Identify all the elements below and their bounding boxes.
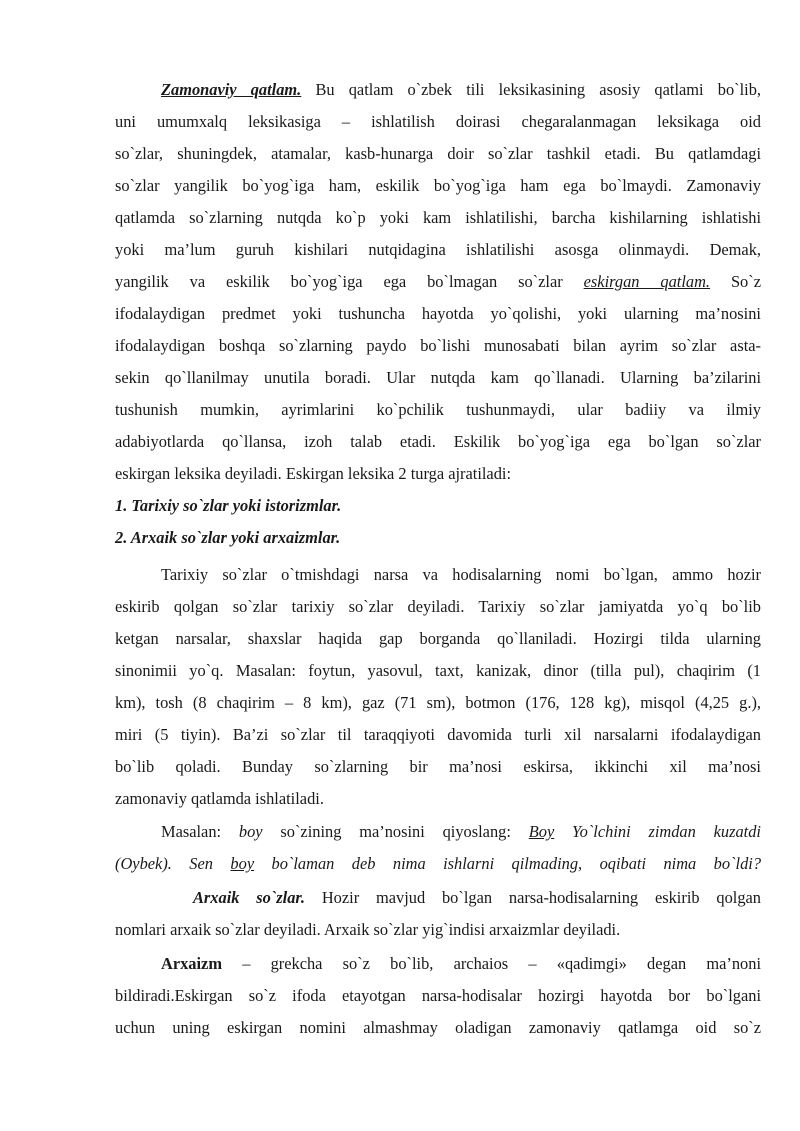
text-run: sinonimii yo`q. Masalan: foytun, yasovul, taxt, kanizak, dinor (tilla pul), chaqirim (1 xyxy=(115,661,761,680)
text-run: so`zining ma’nosini qiyoslang: xyxy=(262,822,529,841)
text-run: eskirib qolgan so`zlar tarixiy so`zlar deyiladi. Tarixiy so`zlar jamiyatda yo`q bo`lib xyxy=(115,597,761,616)
text-line xyxy=(115,916,761,944)
text-run: Masalan: xyxy=(161,822,239,841)
example-word: boy xyxy=(230,854,255,873)
example-word: boy xyxy=(238,822,263,841)
text-run: so`zlar, shuningdek, atamalar, kasb-hunarga doir so`zlar tashkil etadi. Bu qatlamdagi xyxy=(115,144,761,163)
text-line xyxy=(115,850,761,878)
text-run: km), tosh (8 chaqirim – 8 km), gaz (71 sm), botmon (176, 128 kg), misqol (4,25 g.), xyxy=(115,693,761,712)
text-run: ifodalaydigan boshqa so`zlarning paydo bo`lishi munosabati bilan ayrim so`zlar asta- xyxy=(115,336,761,355)
text-line xyxy=(115,140,761,168)
text-run: nomlari arxaik so`zlar deyiladi. Arxaik so`zlar yig`indisi arxaizmlar deyiladi. xyxy=(115,920,621,939)
text-run: yangilik va eskilik bo`yog`iga ega bo`lmagan so`zlar xyxy=(115,272,584,291)
text-line xyxy=(115,396,761,424)
text-run: bo`lib qoladi. Bunday so`zlarning bir ma’nosi eskirsa, ikkinchi xil ma’nosi xyxy=(115,757,761,776)
example-quote: bo`laman deb nima ishlarni qilmading, oqibati nima bo`ldi? xyxy=(254,854,762,873)
text-line xyxy=(115,268,761,296)
list-item-label: 1. Tarixiy so`zlar yoki istorizmlar. xyxy=(115,496,342,515)
text-line xyxy=(115,172,761,200)
text-line xyxy=(115,300,761,328)
example-quote: Yo`lchini zimdan kuzatdi xyxy=(554,822,761,841)
text-run: miri (5 tiyin). Ba’zi so`zlar til taraqqiyoti davomida turli xil narsalarni ifodalaydigan xyxy=(115,725,761,744)
text-line xyxy=(115,236,761,264)
text-run: tushunish mumkin, ayrimlarini ko`pchilik tushunmaydi, ular badiiy va ilmiy xyxy=(115,400,761,419)
text-line xyxy=(115,982,761,1010)
text-run: ifodalaydigan predmet yoki tushuncha hayotda yo`qolishi, yoki ularning ma’nosini xyxy=(115,304,761,323)
example-word: Boy xyxy=(528,822,555,841)
text-line xyxy=(161,818,761,846)
term-heading: Zamonaviy qatlam. xyxy=(161,80,302,99)
text-run: Tarixiy so`zlar o`tmishdagi narsa va hodisalarning nomi bo`lgan, ammo hozir xyxy=(161,565,761,584)
term-heading: Arxaizm xyxy=(161,954,222,973)
text-line xyxy=(115,721,761,749)
text-line xyxy=(115,108,761,136)
text-run: So`z xyxy=(710,272,761,291)
text-run: eskirgan leksika deyiladi. Eskirgan leksika 2 turga ajratiladi: xyxy=(115,464,512,483)
text-line xyxy=(115,657,761,685)
text-run: qatlamda so`zlarning nutqda ko`p yoki kam ishlatilishi, barcha kishilarning ishlatishi xyxy=(115,208,761,227)
text-run: – grekcha so`z bo`lib, archaios – «qadimgi» degan ma’noni xyxy=(222,954,761,973)
text-run: so`zlar yangilik bo`yog`iga ham, eskilik bo`yog`iga ham ega bo`lmaydi. Zamonaviy xyxy=(115,176,761,195)
text-line xyxy=(115,625,761,653)
text-run: yoki ma’lum guruh kishilari nutqidagina ishlatilishi asosga olinmaydi. Demak, xyxy=(115,240,761,259)
text-line xyxy=(193,884,761,912)
text-line xyxy=(115,1014,761,1042)
term-heading: Arxaik so`zlar. xyxy=(193,888,306,907)
term-link: eskirgan qatlam. xyxy=(583,272,711,291)
text-run: ketgan narsalar, shaxslar haqida gap borganda qo`llaniladi. Hozirgi tilda ularning xyxy=(115,629,761,648)
list-item-archaisms xyxy=(115,524,761,552)
text-run: bildiradi.Eskirgan so`z ifoda etayotgan narsa-hodisalar hozirgi hayotda bor bo`lgani xyxy=(115,986,761,1005)
text-run: Bu qatlam o`zbek tili leksikasining asosiy qatlami bo`lib, xyxy=(301,80,761,99)
text-line xyxy=(115,204,761,232)
list-item-label: 2. Arxaik so`zlar yoki arxaizmlar. xyxy=(115,528,341,547)
text-line xyxy=(115,689,761,717)
text-line xyxy=(115,332,761,360)
text-run: uchun uning eskirgan nomini almashmay oladigan zamonaviy qatlamga oid so`z xyxy=(115,1018,761,1037)
text-line xyxy=(115,753,761,781)
text-line xyxy=(115,364,761,392)
text-line xyxy=(161,561,761,589)
text-run: uni umumxalq leksikasiga – ishlatilish doirasi chegaralanmagan leksikaga oid xyxy=(115,112,761,131)
text-line xyxy=(115,593,761,621)
example-quote: (Oybek). Sen xyxy=(115,854,231,873)
text-line xyxy=(115,785,761,813)
text-run: Hozir mavjud bo`lgan narsa-hodisalarning eskirib qolgan xyxy=(305,888,761,907)
text-line xyxy=(161,76,761,104)
text-line xyxy=(115,460,761,488)
text-run: adabiyotlarda qo`llansa, izoh talab etadi. Eskilik bo`yog`iga ega bo`lgan so`zlar xyxy=(115,432,761,451)
text-run: zamonaviy qatlamda ishlatiladi. xyxy=(115,789,324,808)
text-line xyxy=(161,950,761,978)
text-line xyxy=(115,428,761,456)
text-run: sekin qo`llanilmay unutila boradi. Ular nutqda kam qo`llanadi. Ularning ba’zilarini xyxy=(115,368,761,387)
list-item-historisms xyxy=(115,492,761,520)
